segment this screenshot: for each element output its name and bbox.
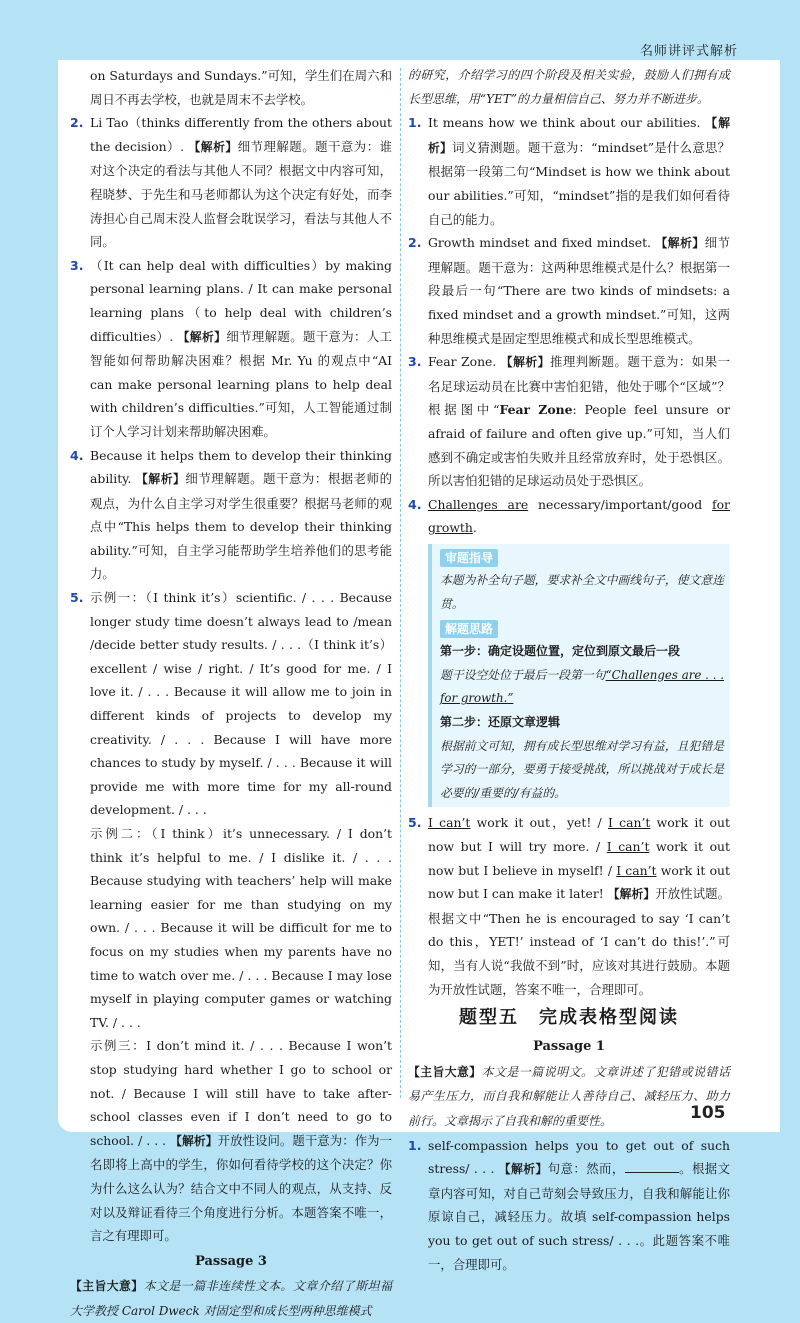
summary-text: 本文是一篇非连续性文本。文章介绍了斯坦福大学教授 Carol Dweck 对固定型和成长型两种思维模式 xyxy=(70,1279,392,1318)
review-guide-tag: 审题指导 xyxy=(440,549,498,567)
passage-title: Passage 3 xyxy=(195,1253,267,1269)
right-column xyxy=(408,64,730,1276)
answer-text: It means how we think about our abilities. xyxy=(428,115,701,131)
step-one-quote: “Challenges are . . . for growth.” xyxy=(440,667,724,706)
solution-tag: 解题思路 xyxy=(440,620,498,638)
answer-item xyxy=(408,493,730,540)
analysis-text: 细节理解题。题干意为：谁对这个决定的看法与其他人不同？根据文中内容可知，程晓梦、于先生和马老师都认为这个决定有好处，而李涛担心自己周末没人监督会耽误学习，看法与其他人不同。 xyxy=(90,138,392,250)
analysis-tag: 【解析】 xyxy=(428,116,730,155)
header-label: 名师讲评式解析 xyxy=(639,44,738,59)
item-number: 4. xyxy=(408,496,422,512)
review-guide-box xyxy=(428,544,730,808)
analysis-tag: 【解析】 xyxy=(170,1133,218,1148)
answer-text: work it out now but I will try more. / xyxy=(428,815,730,854)
answer-text: Fear Zone. xyxy=(428,354,497,370)
item-number: 1. xyxy=(408,115,422,131)
item-number: 1. xyxy=(408,1137,422,1153)
analysis-text-cont: 。根据文章内容可知，对自己苛刻会导致压力，自我和解能让你原谅自己，减轻压力。故填 self-compassion helps you to get out of such stress/ . . .。此题答案不唯一，合理即可。 xyxy=(428,1161,730,1272)
step-two-title: 第二步：还原文章逻辑 xyxy=(440,715,561,730)
answer-item xyxy=(70,254,392,444)
underlined-answer: I can’t xyxy=(607,815,651,831)
analysis-tag: 【解析】 xyxy=(607,887,656,902)
answer-item xyxy=(70,444,392,587)
analysis-tag: 【解析】 xyxy=(500,355,550,370)
analysis-text: 推理判断题。题干意为：如果一名足球运动员在比赛中害怕犯错，他处于哪个“区域”？根据图中“ xyxy=(428,354,730,418)
analysis-text: 句意：然而， xyxy=(547,1161,625,1177)
underlined-answer: for growth xyxy=(428,496,730,536)
section-title: 题型五 完成表格型阅读 xyxy=(459,1007,679,1029)
analysis-text: 开放性设问。题干意为：作为一名即将上高中的学生，你如何看待学校的这个决定？你为什么这么认为？结合文中不同人的观点，从支持、反对以及辩证看待三个角度进行分析。本题答案不唯一，言之有理即可。 xyxy=(90,1132,392,1244)
column-divider xyxy=(400,68,401,1098)
answer-item xyxy=(408,811,730,1001)
analysis-text: 细节理解题。题干意为：人工智能如何帮助解决困难？根据 Mr. Yu 的观点中“AI can make personal learning plans to help deal with children’s difficulties.”可知，人工智能通过制订个人学习计划来帮助解决困难。 xyxy=(90,328,392,439)
left-intro: on Saturdays and Sundays.”可知，学生们在周六和周日不再去学校，也就是周末不去学校。 xyxy=(90,68,392,107)
item-number: 2. xyxy=(408,235,422,251)
passage-title: Passage 1 xyxy=(533,1039,605,1055)
step-one-text: 题干设空处位于最后一段第一句 xyxy=(440,667,606,682)
right-intro: 的研究，介绍学习的四个阶段及相关实验，鼓励人们拥有成长型思维，用“YET”的力量相信自己、努力并不断进步。 xyxy=(408,68,730,106)
analysis-text: 细节理解题。题干意为：这两种思维模式是什么？根据第一段最后一句“There are two kinds of mindsets: a fixed mindset and a growth mindset.”可知，这两种思维模式是固定型思维模式和成长型思维模式。 xyxy=(428,235,730,346)
step-one-title: 第一步：确定设题位置，定位到原文最后一段 xyxy=(440,644,681,659)
example-one: 示例一：（I think it’s）scientific. / . . . Because longer study time doesn’t always lead to /mean /decide better study results. / . . .（I think it’s）excellent / wise / right. / It’s good for me. / I love it. / . . . Because it will allow me to join in different kinds of projects to develop my creativity. / . . . Because I will have more chances to study by myself. / . . . Because it will provide me with more time for my all-round development. / . . . xyxy=(90,590,392,818)
left-column xyxy=(70,64,392,1323)
analysis-text: 细节理解题。题干意为：根据老师的观点，为什么自主学习对学生很重要？根据马老师的观点中“This helps them to develop their thinking ability.”可知，自主学习能帮助学生培养他们的思考能力。 xyxy=(90,471,392,582)
summary-text: 本文是一篇说明文。文章讲述了犯错或说错话易产生压力，而自我和解能让人善待自己、减轻压力、助力前行。文章揭示了自我和解的重要性。 xyxy=(408,1064,730,1128)
underlined-answer: I can’t xyxy=(616,862,657,878)
answer-text: necessary/important/good xyxy=(528,496,713,512)
answer-item xyxy=(408,231,730,350)
summary-tag: 【主旨大意】 xyxy=(408,1064,482,1079)
answer-text: work it out，yet! / xyxy=(470,815,608,831)
analysis-tag: 【解析】 xyxy=(177,329,227,344)
item-number: 3. xyxy=(408,354,422,370)
answer-text: Because it helps them to develop their thinking ability. xyxy=(90,447,392,487)
analysis-tag: 【解析】 xyxy=(655,236,705,251)
analysis-tag: 【解析】 xyxy=(135,472,186,487)
answer-item xyxy=(70,111,392,254)
analysis-text: 词义猜测题。题干意为：“mindset”是什么意思？根据第一段第二句“Mindset is how we think about our abilities.”可知，“mindset”指的是我们如何看待自己的能力。 xyxy=(428,139,730,227)
answer-text: self-compassion helps you to get out of such stress/ . . . xyxy=(428,1137,730,1177)
item-number: 5. xyxy=(70,590,84,606)
example-two: 示例二：（I think）it’s unnecessary. / I don’t think it’s helpful to me. / I dislike it. / . . . Because studying with teachers’ help will make learning easier for me than studying on my own. / . . . Because it will be difficult for me to focus on my studies when my parents have no time to watch over me. / . . . Because I may lose myself in playing computer games or watching TV. / . . . xyxy=(90,826,392,1030)
review-guide-text: 本题为补全句子题，要求补全文中画线句子，使文意连贯。 xyxy=(440,573,724,612)
answer-text: （It can help deal with difficulties）by making personal learning plans. / It can make personal learning plans（to help deal with children’s difficulties）. xyxy=(90,257,392,344)
answer-text: work it out now but I can make it later! xyxy=(428,862,730,902)
item-number: 2. xyxy=(70,115,84,131)
underlined-answer: Challenges are xyxy=(428,496,529,512)
example-three: 示例三：I don’t mind it. / . . . Because I won’t stop studying hard whether I go to school or not. / Because I will still have to take after-school classes even if I don’t need to go to school. / . . . xyxy=(90,1038,392,1148)
fear-zone-term: Fear Zone xyxy=(499,402,573,418)
summary-tag: 【主旨大意】 xyxy=(70,1279,144,1294)
fill-blank xyxy=(625,1160,679,1173)
answer-text: work it out now but I believe in myself! / xyxy=(428,839,730,878)
underlined-answer: I can’t xyxy=(428,815,471,831)
answer-end: . xyxy=(472,520,477,536)
item-number: 3. xyxy=(70,257,84,273)
answer-item xyxy=(408,1134,730,1277)
page-number: 105 xyxy=(690,1103,726,1123)
answer-item xyxy=(408,350,730,493)
answer-text: Growth mindset and fixed mindset. xyxy=(428,235,651,251)
step-two-text: 根据前文可知，拥有成长型思维对学习有益，且犯错是学习的一部分，要勇于接受挑战，所以挑战对于成长是必要的/重要的/有益的。 xyxy=(440,738,724,800)
answer-item xyxy=(408,111,730,231)
analysis-text: 开放性试题。根据文中“Then he is encouraged to say ‘I can’t do this，YET!’ instead of ‘I can’t do this!’.”可知，当有人说“我做不到”时，应该对其进行鼓励。本题为开放性试题，答案不唯一，合理即可。 xyxy=(428,886,730,997)
answer-item xyxy=(70,586,392,1248)
analysis-text-cont: : People feel unsure or afraid of failure and often give up.”可知，当人们感到不确定或害怕失败并且经常放弃时，处于恐惧区。所以害怕犯错的足球运动员处于恐惧区。 xyxy=(428,402,730,489)
answer-text: Li Tao（thinks differently from the others about the decision）. xyxy=(90,115,392,154)
item-number: 4. xyxy=(70,447,84,463)
item-number: 5. xyxy=(408,815,422,831)
analysis-tag: 【解析】 xyxy=(188,139,238,154)
underlined-answer: I can’t xyxy=(606,839,650,854)
analysis-tag: 【解析】 xyxy=(498,1162,548,1177)
